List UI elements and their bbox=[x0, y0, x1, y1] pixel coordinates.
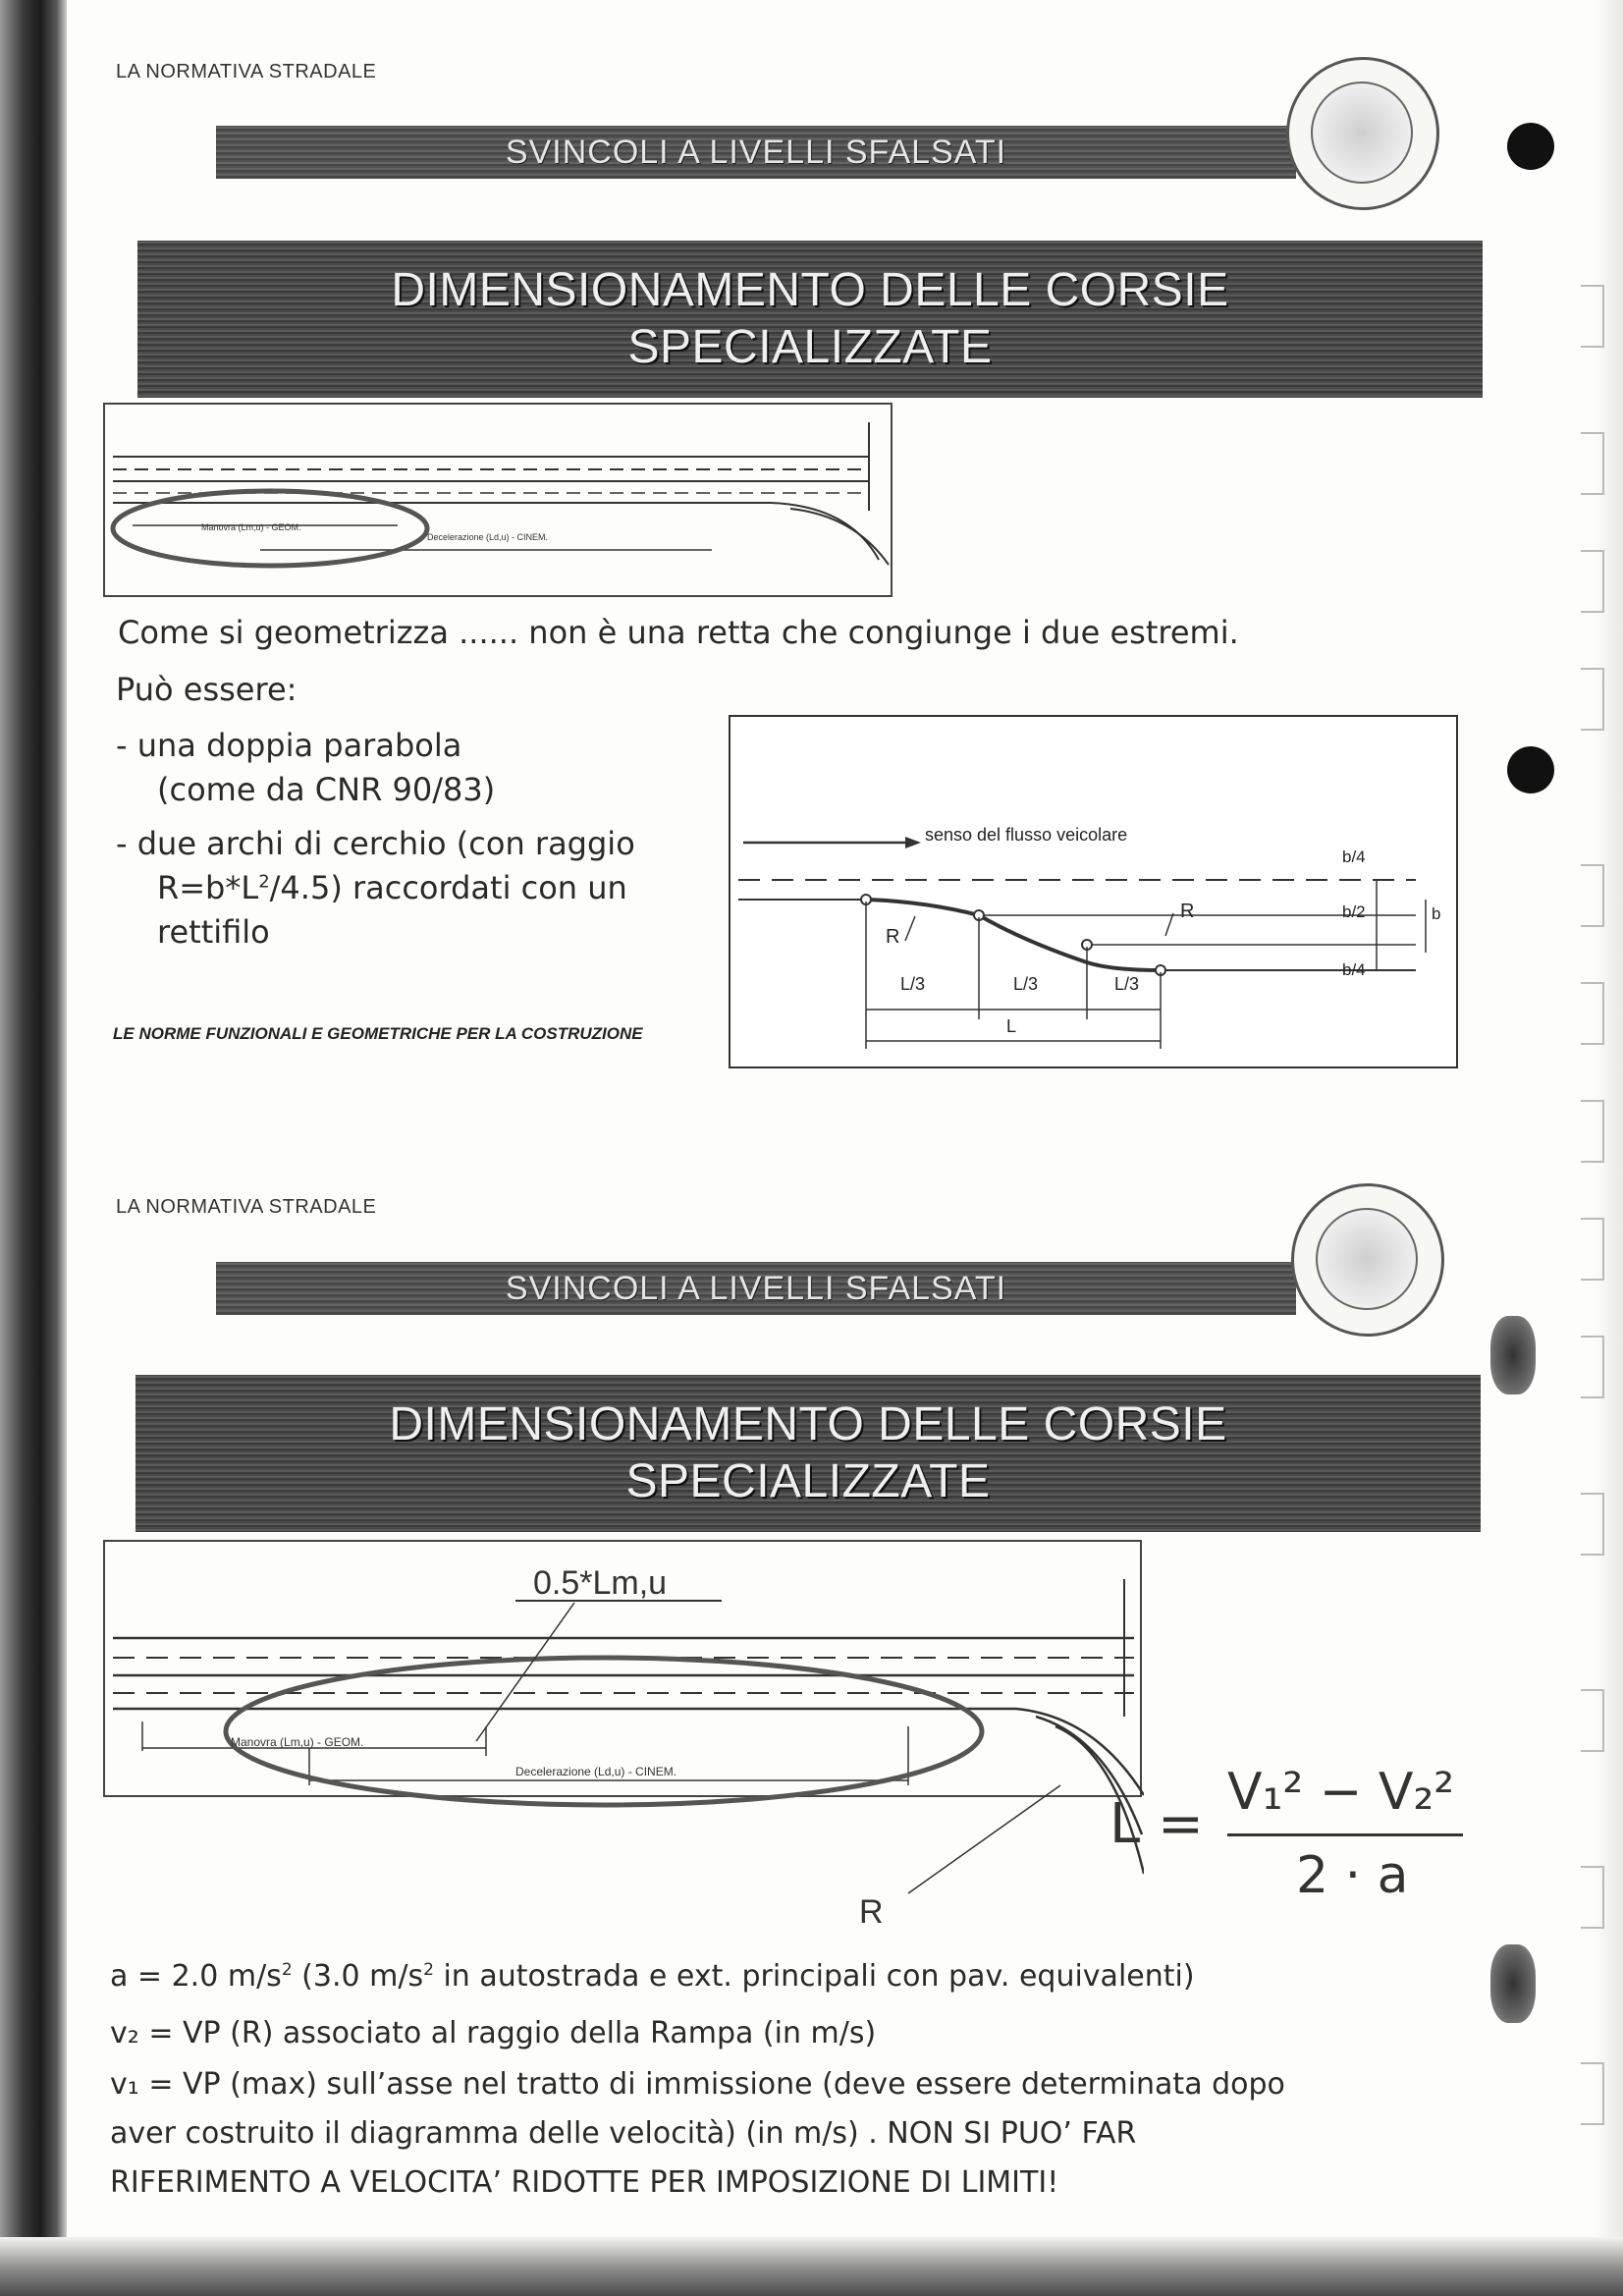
v1-line-3: RIFERIMENTO A VELOCITA’ RIDOTTE PER IMPOSIZIONE DI LIMITI! bbox=[110, 2165, 1059, 2200]
l-label: L bbox=[1006, 1016, 1017, 1036]
fraction-bar bbox=[1227, 1833, 1463, 1836]
punch-hole bbox=[1507, 123, 1554, 170]
title-bar bbox=[135, 1375, 1481, 1532]
subtitle-text: SVINCOLI A LIVELLI SFALSATI bbox=[505, 1269, 1007, 1307]
accel-exp-1: 2 bbox=[281, 1960, 293, 1980]
binder-mark bbox=[1581, 285, 1604, 348]
l3-label-3: L/3 bbox=[1114, 974, 1140, 994]
small-label-manovra: Manovra (Lm,u) - GEOM. bbox=[201, 522, 301, 532]
punch-hole bbox=[1507, 746, 1554, 793]
title-line-1: DIMENSIONAMENTO DELLE CORSIE bbox=[389, 1398, 1227, 1450]
large-label-manovra: Manovra (Lm,u) - GEOM. bbox=[231, 1735, 364, 1749]
deceleration-formula bbox=[1109, 1763, 1463, 1930]
title-line-2: SPECIALIZZATE bbox=[625, 1455, 991, 1507]
formula-numerator: V₁² − V₂² bbox=[1227, 1763, 1455, 1822]
bullet-2-exponent: 2 bbox=[258, 871, 270, 893]
scan-left-edge bbox=[0, 0, 67, 2296]
bullet-1-line-1: - una doppia parabola bbox=[116, 727, 462, 764]
taper-figure bbox=[729, 715, 1460, 1070]
university-seal bbox=[1291, 1183, 1444, 1337]
accel-autostrada-value: (3.0 m/s bbox=[292, 1959, 424, 1994]
formula-lhs: L = bbox=[1109, 1792, 1204, 1856]
small-label-decel: Decelerazione (Ld,u) - CINEM. bbox=[427, 532, 549, 542]
r-left-label: R bbox=[886, 926, 900, 948]
figure-caption: LE NORME FUNZIONALI E GEOMETRICHE PER LA COSTRUZIONE bbox=[113, 1024, 643, 1043]
binder-mark bbox=[1581, 864, 1604, 927]
half-lm-label: 0.5*Lm,u bbox=[533, 1564, 668, 1602]
title-line-2: SPECIALIZZATE bbox=[627, 321, 993, 373]
punch-hole bbox=[1490, 1316, 1536, 1394]
binder-mark bbox=[1581, 1218, 1604, 1281]
binder-mark bbox=[1581, 668, 1604, 731]
b-label: b bbox=[1432, 904, 1441, 923]
scan-bottom-edge bbox=[0, 2237, 1623, 2296]
university-seal bbox=[1286, 57, 1439, 210]
seal-figure bbox=[1311, 82, 1413, 184]
binder-mark bbox=[1581, 2062, 1604, 2125]
v1-line: v₁ = VP (max) sull’asse nel tratto di immissione (deve essere determinata dopo bbox=[110, 2067, 1285, 2102]
r-right-label: R bbox=[1180, 901, 1195, 922]
binder-mark bbox=[1581, 1100, 1604, 1163]
b2-label: b/2 bbox=[1342, 902, 1366, 921]
binder-mark bbox=[1581, 1336, 1604, 1398]
binder-mark bbox=[1581, 550, 1604, 613]
title-bar bbox=[137, 241, 1483, 398]
accel-exp-2: 2 bbox=[423, 1960, 434, 1980]
punch-hole bbox=[1490, 1944, 1536, 2023]
bullet-2-line-3: rettifilo bbox=[157, 913, 270, 951]
accel-line bbox=[110, 1959, 1195, 1994]
bullet-2-line-1: - due archi di cerchio (con raggio bbox=[116, 825, 635, 862]
binder-mark bbox=[1581, 1866, 1604, 1929]
accel-note: in autostrada e ext. principali con pav. equivalenti) bbox=[433, 1959, 1195, 1994]
binder-mark bbox=[1581, 432, 1604, 495]
b4-top-label: b/4 bbox=[1342, 847, 1366, 866]
accel-a-value: a = 2.0 m/s bbox=[110, 1959, 282, 1994]
section-tag: LA NORMATIVA STRADALE bbox=[116, 61, 377, 82]
section-tag: LA NORMATIVA STRADALE bbox=[116, 1196, 377, 1218]
b4-bottom-label: b/4 bbox=[1342, 960, 1366, 979]
l3-label-1: L/3 bbox=[900, 974, 926, 994]
binder-mark bbox=[1581, 982, 1604, 1045]
formula-denominator: 2 · a bbox=[1296, 1846, 1409, 1905]
r-label: R bbox=[859, 1893, 884, 1931]
flow-label: senso del flusso veicolare bbox=[925, 825, 1128, 845]
v2-line: v₂ = VP (R) associato al raggio della Rampa (in m/s) bbox=[110, 2016, 877, 2050]
binder-mark bbox=[1581, 1689, 1604, 1752]
subtitle-text: SVINCOLI A LIVELLI SFALSATI bbox=[505, 133, 1007, 171]
title-line-1: DIMENSIONAMENTO DELLE CORSIE bbox=[391, 264, 1229, 316]
bullet-1-line-2: (come da CNR 90/83) bbox=[157, 771, 496, 808]
lane-diagram-small bbox=[103, 403, 893, 599]
bullet-2-line-2 bbox=[157, 869, 627, 906]
bullet-2-rest: /4.5) raccordati con un bbox=[269, 869, 627, 906]
lane-diagram-large bbox=[103, 1540, 1144, 1952]
intro-text: Come si geometrizza ...... non è una retta che congiunge i due estremi. bbox=[118, 614, 1239, 651]
puo-essere: Può essere: bbox=[116, 671, 298, 708]
large-label-decel: Decelerazione (Ld,u) - CINEM. bbox=[515, 1765, 677, 1778]
l3-label-2: L/3 bbox=[1013, 974, 1039, 994]
binder-mark bbox=[1581, 1493, 1604, 1556]
subtitle-bar bbox=[216, 126, 1296, 179]
seal-figure bbox=[1316, 1208, 1418, 1310]
subtitle-bar bbox=[216, 1262, 1296, 1315]
bullet-2-r-formula: R=b*L bbox=[157, 869, 259, 906]
v1-line-2: aver costruito il diagramma delle velocità) (in m/s) . NON SI PUO’ FAR bbox=[110, 2116, 1137, 2151]
